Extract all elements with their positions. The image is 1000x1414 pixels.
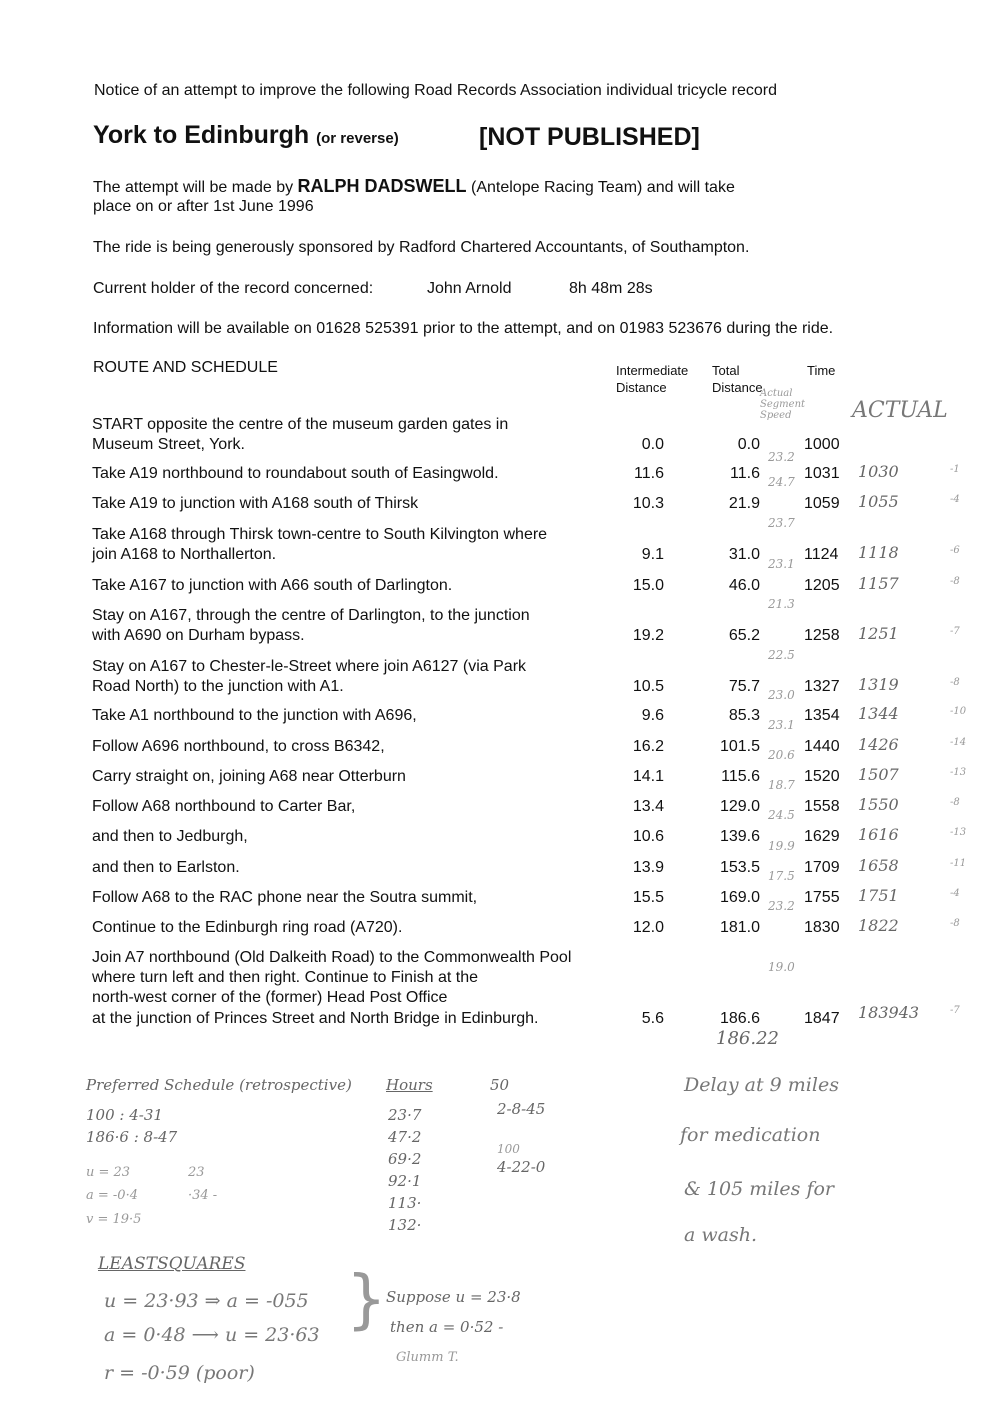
stage-time: 1709 (804, 859, 840, 876)
hw-hours-title: Hours (386, 1076, 433, 1094)
stage-description: Take A168 through Thirsk town-centre to South Kilvington where (92, 526, 548, 543)
stage-total: 21.9 (728, 495, 760, 512)
hw-hours-item: 69·2 (388, 1150, 422, 1168)
hw-segment-speed: 21.3 (768, 597, 795, 611)
stage-time: 1440 (804, 738, 840, 755)
hw-segment-speed: 24.5 (768, 808, 795, 822)
record-title-text: York to Edinburgh (93, 121, 310, 149)
stage-intermediate: 9.6 (641, 707, 664, 724)
holder-label: Current holder of the record concerned: (93, 280, 374, 297)
col-intermediate-2: Distance (616, 380, 667, 395)
final-stage-line-2: where turn left and then right. Continue to Finish at the (92, 969, 479, 986)
hw-segment-speed: 22.5 (768, 648, 795, 662)
hw-suppose-1: Suppose u = 23·8 (386, 1288, 521, 1306)
hw-segment-speed: 23.7 (768, 516, 795, 530)
hw-actual-time: 1251 (858, 624, 899, 643)
hw-actual-time: 1751 (858, 886, 899, 905)
stage-description: Carry straight on, joining A68 near Otterburn (92, 768, 406, 785)
stage-description: Follow A68 to the RAC phone near the Soutra summit, (92, 889, 478, 906)
handwritten-speed-header: Actual Segment Speed (760, 388, 806, 421)
hw-delay-2: for medication (680, 1124, 821, 1146)
hw-preferred-1: 100 : 4-31 (86, 1106, 163, 1124)
stage-total: 181.0 (719, 919, 760, 936)
handwritten-total-corrected: 186.22 (716, 1028, 779, 1049)
stage-intermediate: 9.1 (641, 546, 664, 563)
hw-actual-time: 1030 (858, 462, 899, 481)
record-title (93, 121, 399, 150)
stage-intermediate: 13.9 (632, 859, 664, 876)
stage-intermediate: 19.2 (632, 627, 664, 644)
notice-line: Notice of an attempt to improve the following Road Records Association individual tricycle record (94, 82, 777, 99)
stage-time: 1629 (804, 828, 840, 845)
holder-time: 8h 48m 28s (569, 280, 653, 297)
hw-delay-4: a wash. (684, 1224, 757, 1246)
hw-actual-time: 1157 (858, 574, 899, 593)
stage-time: 1520 (804, 768, 840, 785)
stage-total: 65.2 (728, 627, 760, 644)
hw-u-side: 23 (188, 1165, 205, 1180)
stage-intermediate: 10.3 (632, 495, 664, 512)
stage-time: 1327 (804, 678, 840, 695)
hw-a-line: a = -0·4 (86, 1188, 138, 1203)
final-stage-line-3: north-west corner of the (former) Head Post Office (92, 989, 448, 1006)
hw-diff: -8 (950, 918, 960, 929)
hw-diff: -13 (950, 827, 967, 838)
stage-total: 85.3 (728, 707, 760, 724)
hw-segment-speed: 23.0 (768, 688, 795, 702)
stage-description: START opposite the centre of the museum garden gates in (92, 416, 509, 433)
hw-diff: -13 (950, 767, 967, 778)
stage-description: and then to Earlston. (92, 859, 240, 876)
stage-intermediate: 14.1 (632, 768, 664, 785)
stage-time: 1000 (804, 436, 840, 453)
stage-time: 1124 (804, 546, 839, 563)
stage-total: 101.5 (719, 738, 760, 755)
stage-total: 75.7 (728, 678, 760, 695)
col-intermediate-1: Intermediate (616, 363, 689, 378)
stage-total: 139.6 (719, 828, 760, 845)
hw-diff: -14 (950, 737, 967, 748)
hw-segment-speed: 19.0 (768, 960, 795, 974)
stage-intermediate: 13.4 (632, 798, 664, 815)
hw-actual-time: 1616 (858, 825, 899, 844)
hw-diff: -6 (950, 545, 960, 556)
final-stage-line-4: at the junction of Princes Street and North Bridge in Edinburgh. (92, 1010, 539, 1027)
stage-description: Take A167 to junction with A66 south of Darlington. (92, 577, 453, 594)
hw-preferred-2: 186·6 : 8-47 (86, 1128, 178, 1146)
stage-description: Follow A696 northbound, to cross B6342, (92, 738, 385, 755)
hw-diff: -8 (950, 797, 960, 808)
route-heading: ROUTE AND SCHEDULE (93, 359, 278, 376)
hw-delay-1: Delay at 9 miles (684, 1074, 839, 1096)
hw-hours-item: 113· (388, 1194, 422, 1212)
hw-diff: -1 (950, 464, 960, 475)
hw-actual-time: 1550 (858, 795, 899, 814)
hw-hundred-time: 4-22-0 (497, 1158, 546, 1176)
stage-intermediate: 0.0 (641, 436, 664, 453)
holder-name: John Arnold (427, 280, 512, 297)
stage-time: 1059 (804, 495, 840, 512)
stage-intermediate: 15.0 (632, 577, 664, 594)
stage-time: 1354 (804, 707, 840, 724)
stage-intermediate: 10.6 (632, 828, 664, 845)
hw-hours-item: 47·2 (388, 1128, 422, 1146)
hw-actual-time: 1822 (858, 916, 899, 935)
col-time: Time (807, 363, 836, 378)
hw-actual-time: 1658 (858, 856, 899, 875)
hw-segment-speed: 20.6 (768, 748, 795, 762)
stage-description-cont: with A690 on Durham bypass. (92, 627, 305, 644)
attempt-text-b: (Antelope Racing Team) and will take (471, 179, 735, 196)
hw-suppose-2: then a = 0·52 - (390, 1318, 504, 1336)
final-time: 1847 (804, 1010, 840, 1027)
rider-name: RALPH DADSWELL (297, 176, 467, 196)
handwritten-actual-header: ACTUAL (852, 398, 948, 423)
hw-hours-item: 132· (388, 1216, 422, 1234)
final-intermediate: 5.6 (641, 1010, 664, 1027)
stage-description: Follow A68 northbound to Carter Bar, (92, 798, 356, 815)
hw-hundred-label: 100 (497, 1142, 520, 1156)
hw-segment-speed: 18.7 (768, 778, 795, 792)
stage-total: 46.0 (728, 577, 760, 594)
hw-ls-1: u = 23·93 ⇒ a = -055 (104, 1290, 309, 1312)
stage-description: Stay on A167, through the centre of Darlington, to the junction (92, 607, 530, 624)
hw-delay-3: & 105 miles for (684, 1178, 835, 1200)
stage-time: 1830 (804, 919, 840, 936)
stage-description: Take A19 northbound to roundabout south of Easingwold. (92, 465, 499, 482)
stage-total: 11.6 (730, 465, 760, 482)
not-published-label: [NOT PUBLISHED] (479, 123, 700, 151)
stage-total: 0.0 (737, 436, 760, 453)
hw-actual-time: 1344 (858, 704, 899, 723)
attempt-line-2: place on or after 1st June 1996 (93, 198, 314, 215)
hw-v-line: v = 19·5 (86, 1212, 142, 1227)
attempt-text-a: The attempt will be made by (93, 179, 294, 196)
stage-description: Take A1 northbound to the junction with A696, (92, 707, 417, 724)
hw-actual-time: 1118 (858, 543, 899, 562)
stage-total: 169.0 (719, 889, 760, 906)
col-total-2: Distance (712, 380, 763, 395)
stage-time: 1258 (804, 627, 840, 644)
hw-diff: -7 (950, 626, 960, 637)
hw-diff: -4 (950, 494, 960, 505)
hw-diff: -7 (950, 1005, 960, 1016)
stage-intermediate: 12.0 (632, 919, 664, 936)
hw-actual-time: 1319 (858, 675, 899, 694)
stage-total: 115.6 (721, 768, 760, 785)
stage-description-cont: join A168 to Northallerton. (92, 546, 277, 563)
hw-segment-speed: 24.7 (768, 475, 795, 489)
hw-hours-item: 23·7 (388, 1106, 422, 1124)
hw-diff: -10 (950, 706, 967, 717)
hw-actual-time: 1426 (858, 735, 899, 754)
stage-time: 1205 (804, 577, 840, 594)
hw-actual-time: 1507 (858, 765, 899, 784)
sponsor-line: The ride is being generously sponsored by Radford Chartered Accountants, of Southampton. (93, 239, 750, 256)
stage-time: 1031 (804, 465, 840, 482)
hw-preferred-title: Preferred Schedule (retrospective) (86, 1076, 352, 1094)
hw-segment-speed: 23.2 (768, 450, 795, 464)
stage-intermediate: 10.5 (632, 678, 664, 695)
stage-intermediate: 11.6 (634, 465, 664, 482)
hw-suppose-3: Glumm T. (396, 1350, 459, 1365)
hw-fifty-time: 2-8-45 (497, 1100, 546, 1118)
stage-intermediate: 16.2 (632, 738, 664, 755)
hw-diff: -4 (950, 888, 960, 899)
hw-brace-mark: } (346, 1263, 387, 1337)
stage-description: Continue to the Edinburgh ring road (A720). (92, 919, 403, 936)
hw-segment-speed: 23.1 (768, 557, 795, 571)
stage-time: 1755 (804, 889, 840, 906)
stage-description: Take A19 to junction with A168 south of Thirsk (92, 495, 419, 512)
hw-segment-speed: 23.1 (768, 718, 795, 732)
stage-total: 31.0 (728, 546, 760, 563)
hw-actual-time: 1055 (858, 492, 899, 511)
hw-hours-item: 92·1 (388, 1172, 422, 1190)
final-stage-line-1: Join A7 northbound (Old Dalkeith Road) to the Commonwealth Pool (92, 949, 572, 966)
hw-diff: -8 (950, 677, 960, 688)
stage-description-cont: Museum Street, York. (92, 436, 245, 453)
record-title-suffix: (or reverse) (316, 130, 399, 147)
hw-segment-speed: 17.5 (768, 869, 795, 883)
hw-segment-speed: 19.9 (768, 839, 795, 853)
hw-diff: -11 (950, 858, 967, 869)
attempt-line-1 (93, 176, 735, 198)
final-total: 186.6 (719, 1010, 760, 1027)
stage-total: 129.0 (719, 798, 760, 815)
hw-ls-3: r = -0·59 (poor) (104, 1362, 255, 1384)
stage-time: 1558 (804, 798, 840, 815)
hw-actual-time: 183943 (858, 1003, 920, 1022)
stage-total: 153.5 (719, 859, 760, 876)
stage-description: and then to Jedburgh, (92, 828, 248, 845)
hw-fifty-label: 50 (490, 1076, 510, 1094)
hw-u-line: u = 23 (86, 1165, 131, 1180)
hw-diff: -8 (950, 576, 960, 587)
hw-ls-2: a = 0·48 ⟶ u = 23·63 (104, 1324, 320, 1346)
hw-segment-speed: 23.2 (768, 899, 795, 913)
stage-intermediate: 15.5 (632, 889, 664, 906)
hw-a-side: ·34 - (188, 1188, 218, 1203)
stage-description-cont: Road North) to the junction with A1. (92, 678, 344, 695)
col-total-1: Total (712, 363, 740, 378)
info-line: Information will be available on 01628 525391 prior to the attempt, and on 01983 523676 during the ride. (93, 320, 834, 337)
hw-ls-title: LEASTSQUARES (98, 1254, 246, 1274)
stage-description: Stay on A167 to Chester-le-Street where join A6127 (via Park (92, 658, 527, 675)
